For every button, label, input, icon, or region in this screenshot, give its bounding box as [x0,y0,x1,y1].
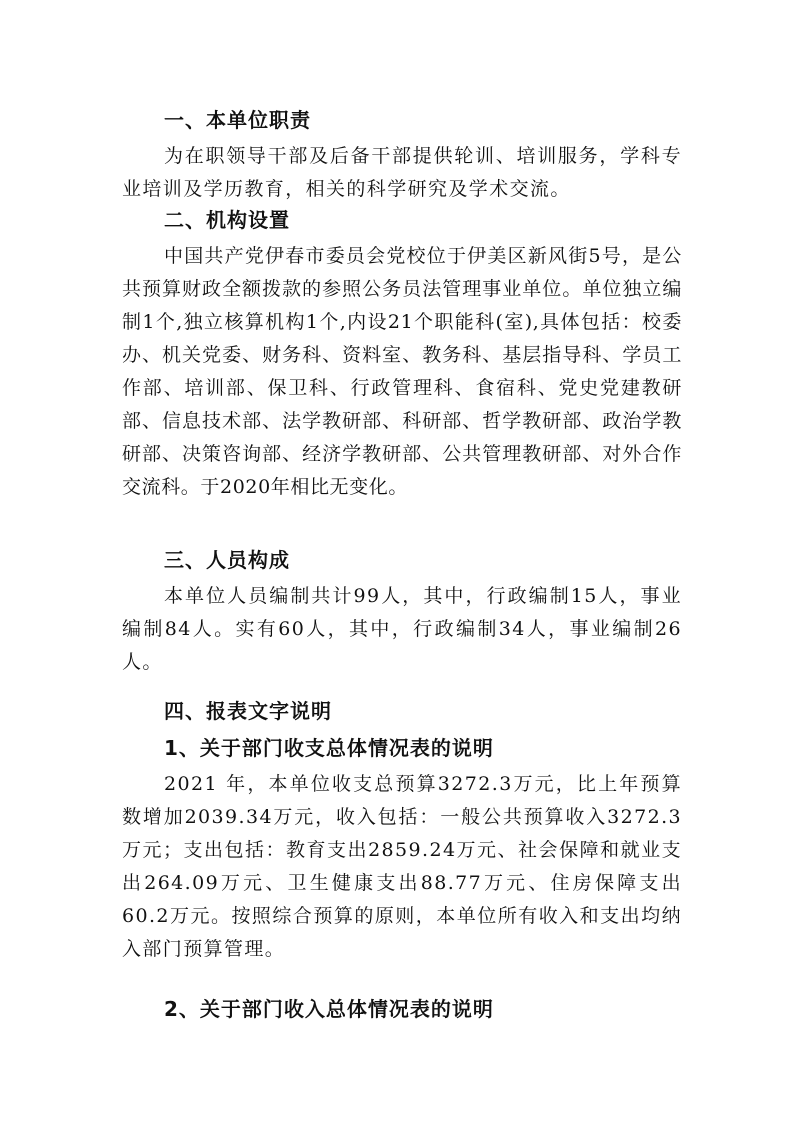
section-heading-organization: 二、机构设置 [164,208,290,232]
section-heading-report-notes: 四、报表文字说明 [164,699,332,723]
organization-paragraph: 中国共产党伊春市委员会党校位于伊美区新风街5号，是公共预算财政全额拨款的参照公务员法管理事业单位。单位独立编制1个,独立核算机构1个,内设21个职能科(室),具体包括：校委办、机关党委、财务科、资料室、教务科、基层指导科、学员工作部、培训部、保卫科、行政管理科、食宿科、党史党建教研部、信息技术部、法学教研部、科研部、哲学教研部、政治学教研部、决策咨询部、经济学教研部、公共管理教研部、对外合作交流科。于2020年相比无变化。 [122,245,682,498]
duties-paragraph: 为在职领导干部及后备干部提供轮训、培训服务，学科专业培训及学历教育，相关的科学研究及学术交流。 [122,145,682,200]
subsection-heading-budget-overview: 1、关于部门收支总体情况表的说明 [164,736,494,760]
subsection-heading-income-overview: 2、关于部门收入总体情况表的说明 [164,997,494,1021]
personnel-paragraph: 本单位人员编制共计99人，其中，行政编制15人，事业编制84人。实有60人，其中，行政编制34人，事业编制26人。 [122,585,682,673]
section-heading-personnel: 三、人员构成 [164,548,290,572]
budget-overview-paragraph: 2021 年，本单位收支总预算3272.3万元，比上年预算数增加2039.34万元，收入包括：一般公共预算收入3272.3万元；支出包括：教育支出2859.24万元、社会保障和就业支出264.09万元、卫生健康支出88.77万元、住房保障支出60.2万元。按照综合预算的原则，本单位所有收入和支出均纳入部门预算管理。 [122,773,682,960]
section-heading-duties: 一、本单位职责 [164,108,311,132]
